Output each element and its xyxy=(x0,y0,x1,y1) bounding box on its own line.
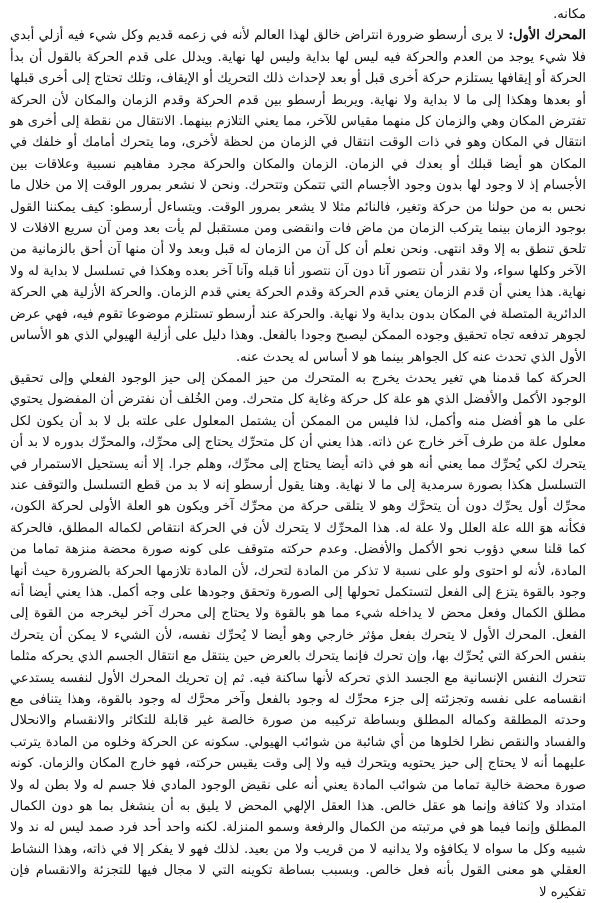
paragraph-motion: الحركة كما قدمنا هي تغير يحدث يخرج به المتحرك من حيز الممكن إلى حيز الوجود الفعلي وإلى تحقيق الوجود الأكمل والأفضل الذي هو علة كل حركة وغاية كل متحرك. ومن الخُلف أن نفترض أن المفضول يحتوي على ما هو أفضل منه وأكمل، لذا فليس من الممكن أن يشتمل المعلول على علته بل لا بد أن يكون لكل معلول علة من طرف آخر خارج عن ذاته. هذا يعني أن كل متحرِّك يحتاج إلى محرِّك، والمحرِّك بدوره لا بد أن يتحرك لكي يُحرِّك مما يعني أنه هو في ذاته أيضا يحتاج إلى محرِّك، وهلم جرا. إلا أنه يستحيل الاستمرار في التسلسل هكذا بصورة سرمدية إلى ما لا نهاية. وهنا يقول أرسطو إنه لا بد من قطع التسلسل والتوقف عند محرِّك أول يحرِّك دون أن يتحرَّك وهو لا يتلقى حركة من محرِّك آخر ويكون هو العلة الأولى لحركة الكون، فكأنه هوَ الله علة العلل ولا علة له. هذا المحرِّك لا يتحرك لأن في الحركة انتقاص لكماله المطلق، فالحركة كما قلنا سعي دؤوب نحو الأكمل والأفضل. وعدم حركته متوقف على كونه صورة محضة منزهة تماما من المادة، لأنه لو احتوى ولو على نسبة لا تذكر من المادة لتحرك، لأن المادة تلازمها الحركة بالضرورة حيث أنها وجود بالقوة يتزع إلى الفعل لتستكمل تحولها إلى الصورة وتحقق وجودها على وجه أكمل. هذا يعني أيضا أنه مطلق الكمال وفعل محض لا يداخله شيء مما هو بالقوة ولا يحتاج إلى محرك آخر ليخرجه من القوة إلى الفعل. المحرك الأول لا يتحرك بفعل مؤثر خارجي وهو أيضا لا يُحرِّك نفسه، لأن الشيء لا يمكن أن يتحرك بنفس الحركة التي يُحرِّك بها، وإن تحرك فإنما يتحرك بالعرض حين ينتقل مع انتقال الجسم الذي يحركه مثلما تتحرك النفس الإنسانية مع الجسد الذي تحركه لأنها ساكنة فيه. ثم إن تحريك المحرك الأول لنفسه يستدعي انقسامه على نفسه وتجزئته إلى جزء محرِّك له وجود بالفعل وآخر محرَّك له وجود بالقوة، وهذا يتنافى مع وحدته المطلقة وكماله المطلق وبساطة تركيبه من صورة خالصة غير قابلة للتكاثر والانقسام والانحلال والفساد والنقص نظرا لخلوها من أي شائبة من شوائب الهيولي. سكونه عن الحركة وخلوه من المادة يترتب عليهما أنه لا يحتاج إلى حيز يحتويه ويتحرك فيه ولا إلى وقت يقيس حركته، فهو خارج المكان والزمان. كونه صورة محضة خالية تماما من شوائب المادة يعني أنه على نقيض الوجود المادي فلا جسم له ولا بطن له ولا امتداد ولا كثافة وإنما هو عقل خالص. هذا العقل الإلهي المحض لا يليق به أن ينشغل بما هو دون الكمال المطلق وإنما فيما هو في مرتبته من الكمال والرفعة وسمو المنزلة. لكنه واحد أحد فرد صمد ليس له ند ولا شبيه وكل ما سواه لا يكافؤه ولا يدانيه لا من قريب ولا من بعيد. لذلك فهو لا يفكر إلا في ذاته، وهذا النشاط العقلي هو معنى القول بأنه فعل خالص. وبسبب بساطة تكوينه التي لا مجال فيها للتجزئة والانقسام فإن تفكيره لا xyxy=(10,370,586,900)
paragraph-first-mover xyxy=(10,25,586,368)
paragraph-first-mover-text: لا يرى أرسطو ضرورة انتراض خالق لهذا العالم لأنه في زعمه قديم وكل شيء فيه أزلي أبدي فلا شيء يوجد من العدم والحركة فيه ليس لها بداية وليس لها نهاية. ويدلل على قدم الحركة بالقول أن بدأ الحركة أو إيقافها يستلزم حركة أخرى قبل أو بعد لإحداث ذلك التحريك أو الإيقاف، وتلك تحتاج إلى أخرى قبلها أو بعدها وهكذا إلى ما لا بداية ولا نهاية. ويربط أرسطو بين قدم الحركة وقدم الزمان والمكان لأن الحركة تفترض المكان وهي والزمان كل منهما مقياس للآخر، مما يعني التلازم بينهما. الانتقال من نقطة إلى أخرى هو انتقال في المكان وهو في ذات الوقت انتقال في الزمان من لحظة لأخرى، وما يتحرك أمامك أو خلفك في المكان هو أيضا قبلك أو بعدك في الزمان. الزمان والمكان والحركة مجرد مفاهيم نسبية وعلاقات بين الأجسام إذ لا وجود لها بدون وجود الأجسام التي تتمكن وتتحرك. ونحن لا نشعر بمرور الوقت إلا من خلال ما نحس به من حولنا من حركة وتغير، فالنائم مثلا لا يشعر بمرور الوقت. ويتساءل أرسطو: كيف يمكننا القول بوجود الزمان بينما يتركب الزمان من ماض فات وانقضى ومن مستقبل لم يأت بعد ومن آن سريع الافلات لا تلحق تنطق به إلا وقد انتهى. ونحن نعلم أن كل آن من الزمان له قبل وبعد ولا أن منها آن أحق بالزمانية من الآخر وكلها سواء، ولا نقدر أن نتصور آنا دون آن نتصور أنا قبله وآنا آخر بعده وهكذا في تسلسل لا بداية له ولا نهاية. هذا يعني أن قدم الزمان يعني قدم الحركة وقدم الحركة يعني قدم الزمان. والحركة الأزلية هي الحركة الدائرية المتصلة في المكان بدون بداية ولا نهاية. والحركة عند أرسطو تستلزم موضوعا تقوم فيه، فهي عرض لجوهر تدفعه تجاه تحقيق وجوده الممكن ليصبح وجودا بالفعل. وهذا دليل على أزلية الهيولي الذي هو الأساس الأول الذي تحدث عنه كل الجواهر بينما هو لا أساس له يحدث عنه. xyxy=(10,28,586,365)
section-heading: المحرك الأول: xyxy=(508,28,586,44)
page-top-fragment: مكانه. xyxy=(553,7,586,22)
